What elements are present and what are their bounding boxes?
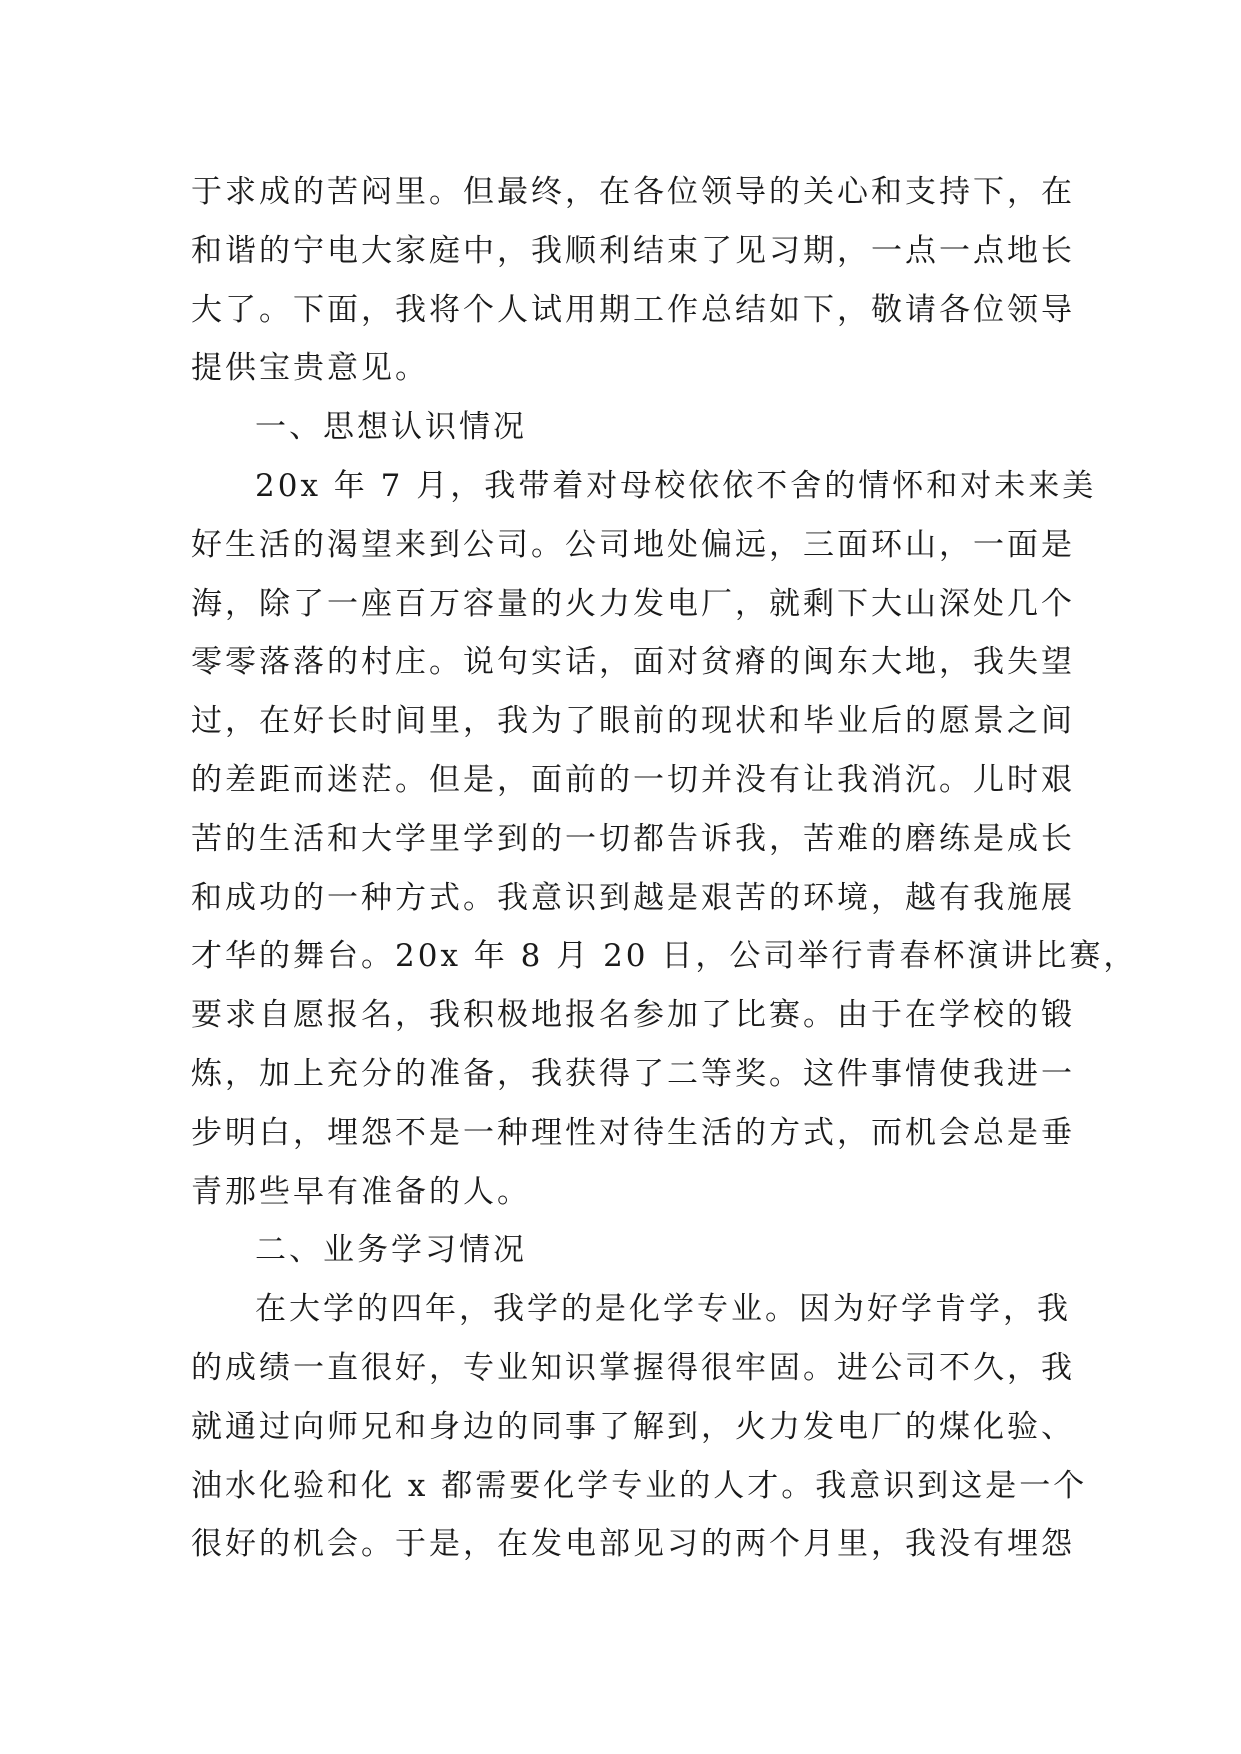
text-line: 大了。下面，我将个人试用期工作总结如下，敬请各位领导 bbox=[191, 291, 1075, 328]
text-line: 和成功的一种方式。我意识到越是艰苦的环境，越有我施展 bbox=[191, 879, 1075, 916]
text-line: 和谐的宁电大家庭中，我顺利结束了见习期，一点一点地长 bbox=[191, 232, 1075, 269]
text-line: 步明白，埋怨不是一种理性对待生活的方式，而机会总是垂 bbox=[191, 1114, 1075, 1151]
text-line: 提供宝贵意见。 bbox=[191, 350, 429, 387]
text-line: 苦的生活和大学里学到的一切都告诉我，苦难的磨练是成长 bbox=[191, 820, 1075, 857]
text-line: 零零落落的村庄。说句实话，面对贫瘠的闽东大地，我失望 bbox=[191, 644, 1075, 681]
text-line: 油水化验和化 x 都需要化学专业的人才。我意识到这是一个 bbox=[191, 1467, 1088, 1504]
text-line: 要求自愿报名，我积极地报名参加了比赛。由于在学校的锻 bbox=[191, 997, 1075, 1034]
paragraph-start: 在大学的四年，我学的是化学专业。因为好学肯学，我 bbox=[255, 1291, 1071, 1328]
text-line: 就通过向师兄和身边的同事了解到，火力发电厂的煤化验、 bbox=[191, 1408, 1075, 1445]
text-line: 炼，加上充分的准备，我获得了二等奖。这件事情使我进一 bbox=[191, 1055, 1075, 1092]
text-line: 才华的舞台。20x 年 8 月 20 日，公司举行青春杯演讲比赛， bbox=[191, 938, 1138, 975]
text-line: 很好的机会。于是，在发电部见习的两个月里，我没有埋怨 bbox=[191, 1526, 1075, 1563]
document-body bbox=[191, 163, 1138, 1574]
text-line: 青那些早有准备的人。 bbox=[191, 1173, 531, 1210]
section-heading-1: 一、思想认识情况 bbox=[255, 409, 527, 446]
text-line: 的成绩一直很好，专业知识掌握得很牢固。进公司不久，我 bbox=[191, 1349, 1075, 1386]
section-heading-2: 二、业务学习情况 bbox=[255, 1232, 527, 1269]
text-line: 于求成的苦闷里。但最终，在各位领导的关心和支持下，在 bbox=[191, 174, 1075, 210]
paragraph-start: 20x 年 7 月，我带着对母校依依不舍的情怀和对未来美 bbox=[255, 467, 1097, 504]
text-line: 过，在好长时间里，我为了眼前的现状和毕业后的愿景之间 bbox=[191, 703, 1075, 740]
text-line: 的差距而迷茫。但是，面前的一切并没有让我消沉。儿时艰 bbox=[191, 761, 1075, 798]
text-line: 海，除了一座百万容量的火力发电厂，就剩下大山深处几个 bbox=[191, 585, 1075, 622]
text-line: 好生活的渴望来到公司。公司地处偏远，三面环山，一面是 bbox=[191, 526, 1075, 563]
